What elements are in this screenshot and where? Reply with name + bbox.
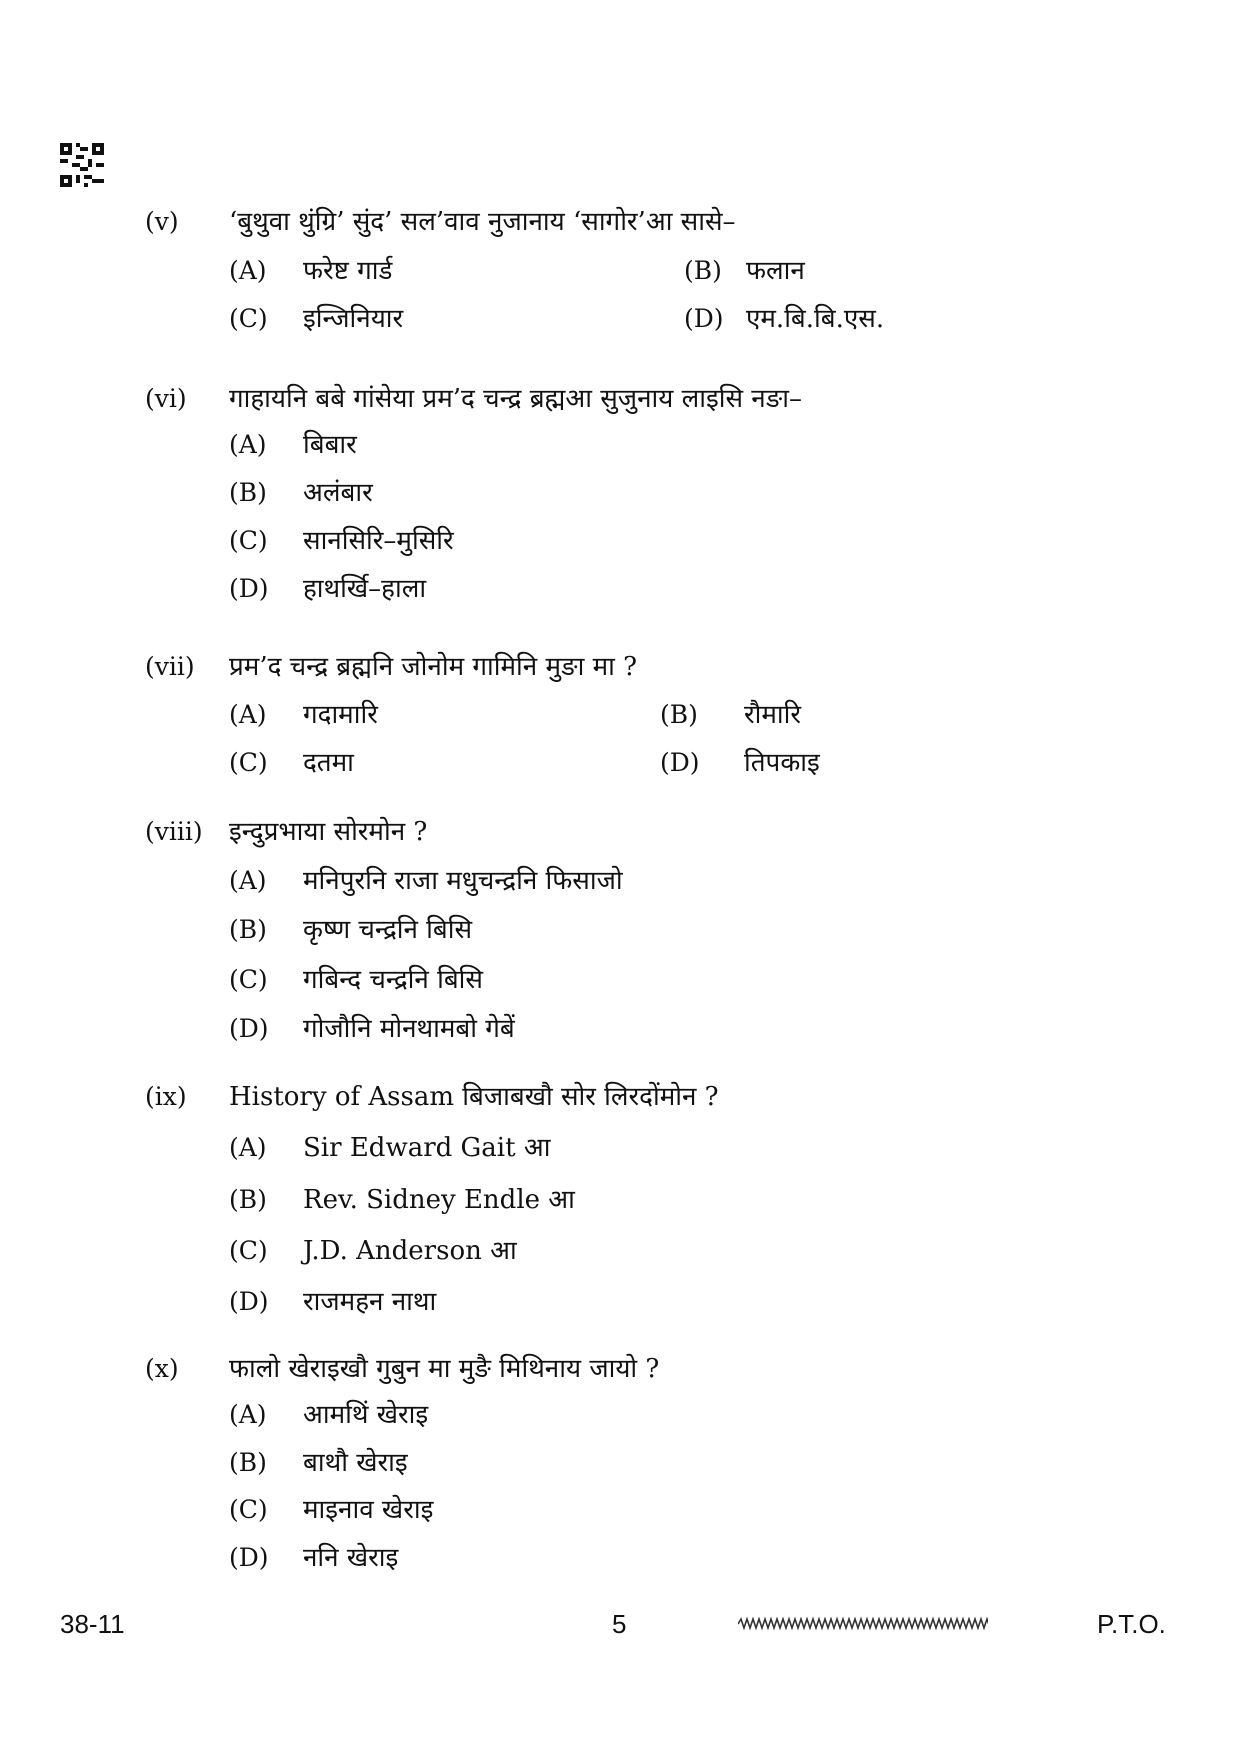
option-b: (B) अलंबार	[229, 478, 373, 508]
option-a: (A) गदामारि	[229, 700, 378, 730]
question-text: History of Assam बिजाबखौ सोर लिरदोंमोन ?	[229, 1082, 719, 1112]
option-c: (C) माइनाव खेराइ	[229, 1495, 434, 1525]
option-b: (B) रौमारि	[660, 700, 802, 730]
question-text: इन्दुप्रभाया सोरमोन ?	[229, 817, 428, 847]
option-a: (A) आमथिं खेराइ	[229, 1400, 429, 1430]
question-number: (vi)	[145, 384, 187, 413]
question-number: (x)	[145, 1354, 179, 1383]
option-c: (C) दतमा	[229, 748, 354, 778]
question-text: प्रम’द चन्द्र ब्रह्मनि जोनोम गामिनि मुङा मा ?	[229, 652, 638, 682]
option-c: (C) इन्जिनियार	[229, 304, 404, 334]
option-d: (D) ननि खेराइ	[229, 1543, 399, 1573]
question-number: (viii)	[145, 817, 203, 846]
question-text: फालो खेराइखौ गुबुन मा मुङै मिथिनाय जायो ?	[229, 1354, 660, 1384]
question-number: (v)	[145, 207, 179, 236]
option-b: (B) फलान	[684, 256, 805, 286]
page-number: 5	[612, 1609, 627, 1639]
option-d: (D) तिपकाइ	[660, 748, 820, 778]
option-a: (A) फरेष्ट गार्ड	[229, 256, 393, 286]
option-a: (A) मनिपुरनि राजा मधुचन्द्रनि फिसाजो	[229, 866, 623, 896]
option-d: (D) गोजौनि मोनथामबो गेबें	[229, 1014, 515, 1044]
option-d: (D) राजमहन नाथा	[229, 1287, 437, 1317]
question-number: (ix)	[145, 1082, 187, 1111]
paper-code: 38-11	[60, 1609, 125, 1639]
question-number: (vii)	[145, 652, 195, 681]
option-b: (B) कृष्ण चन्द्रनि बिसि	[229, 915, 473, 945]
option-d: (D) हाथर्खि–हाला	[229, 574, 427, 604]
question-text: ‘बुथुवा थुंग्रि’ सुंद’ सल’वाव नुजानाय ‘सागोर’आ सासे–	[229, 207, 736, 237]
option-d: (D) एम.बि.बि.एस.	[684, 304, 885, 334]
option-c: (C) J.D. Anderson आ	[229, 1236, 517, 1266]
please-turn-over: P.T.O.	[1097, 1609, 1166, 1639]
option-b: (B) बाथौ खेराइ	[229, 1448, 408, 1478]
question-text: गाहायनि बबे गांसेया प्रम’द चन्द्र ब्रह्मआ सुजुनाय लाइसि नङा–	[229, 384, 803, 414]
option-a: (A) बिबार	[229, 430, 357, 460]
wavy-line-decoration	[738, 1616, 988, 1632]
qr-code-icon	[60, 143, 104, 187]
option-a: (A) Sir Edward Gait आ	[229, 1133, 551, 1163]
option-c: (C) गबिन्द चन्द्रनि बिसि	[229, 965, 483, 995]
option-c: (C) सानसिरि–मुसिरि	[229, 526, 454, 556]
option-b: (B) Rev. Sidney Endle आ	[229, 1185, 575, 1215]
